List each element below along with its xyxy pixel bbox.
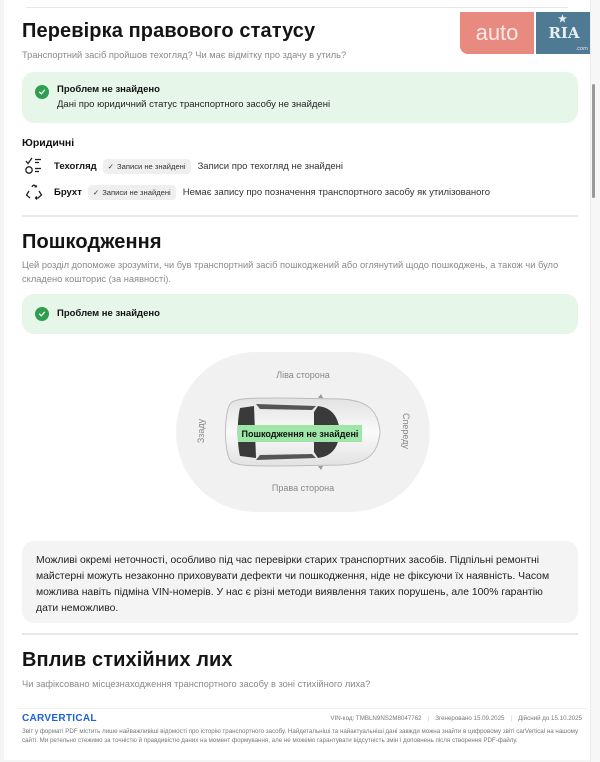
disasters-section-title: Вплив стихійних лих <box>22 649 233 671</box>
left-side-label: Ліва сторона <box>276 370 330 380</box>
carvertical-logo: CARVERTICAL <box>22 713 97 724</box>
status-chip <box>103 159 191 174</box>
row-name: Техогляд <box>54 160 97 172</box>
front-label: Спереду <box>401 413 411 449</box>
footer-disclaimer: Звіт у форматі PDF містить лише найважливіші відомості про історію транспортного засобу. Найдетальніші та найактуальніші дані завжди можна знайти в цифровому звіті carVertical на нашому сайті. Ми ретельно стежимо за точністю й правдивістю даних на момент формування, але не можемо гарантувати відсутність змін і доповнень після створення PDF-файлу. <box>22 728 579 744</box>
right-side-label: Права сторона <box>271 483 335 493</box>
separator: | <box>427 715 430 722</box>
section-divider <box>22 633 578 635</box>
checklist-icon <box>22 155 46 177</box>
status-title: Проблем не знайдено <box>57 308 160 319</box>
logo-ria-part <box>536 12 592 54</box>
legal-section-title: Перевірка правового статусу <box>22 20 316 42</box>
logo-auto-part: auto <box>460 12 534 54</box>
autoria-logo <box>460 12 592 54</box>
logo-ria-text: RIA <box>548 24 580 42</box>
chip-label: Записи не знайдені <box>102 187 171 197</box>
generated-date: Згенеровано 15.09.2025 <box>435 715 505 722</box>
status-chip <box>88 185 176 200</box>
damage-badge: Пошкодження не знайдені <box>238 425 362 442</box>
status-text: Дані про юридичний статус транспортного засобу не знайдені <box>57 99 331 110</box>
damage-status-box <box>22 294 578 334</box>
vin-code: VIN-код: TMBLN9NS2M8047762 <box>330 715 422 722</box>
accuracy-notice: Можливі окремі неточності, особливо під час перевірки старих транспортних засобів. Підпільні ремонтні майстерні можуть незаконно приховувати дефекти чи пошкодження, ніде не фіксуючи їх наявність. Часом можлива навіть підміна VIN-номерів. У нас є різні методи виявлення таких порушень, але 100% гарантію дати неможливо. <box>22 541 578 623</box>
valid-until-date: Дійсний до 15.10.2025 <box>518 715 582 722</box>
damage-section-title: Пошкодження <box>22 231 162 253</box>
star-icon: ★ <box>558 14 567 25</box>
legal-status-box <box>22 72 578 123</box>
disasters-section-subtitle: Чи зафіксовано місцезнаходження транспортного засобу в зоні стихійного лиха? <box>22 679 371 689</box>
check-circle-icon <box>35 85 49 99</box>
check-icon: ✓ <box>92 187 100 197</box>
footer-meta <box>330 715 582 722</box>
check-icon: ✓ <box>107 161 115 171</box>
logo-com-text: .com <box>575 46 588 52</box>
car-damage-diagram <box>176 352 430 512</box>
legal-section-subtitle: Транспортний засіб пройшов техогляд? Чи має відмітку про здачу в утиль? <box>22 50 347 60</box>
report-footer <box>18 708 588 760</box>
scrollbar-thumb[interactable] <box>592 84 595 198</box>
legal-row-inspection <box>22 156 343 176</box>
damage-section-subtitle: Цей розділ допоможе зрозуміти, чи був транспортний засіб пошкоджений або оглянутий щодо пошкоджень, а також чи було складено кошторис (за наявності). <box>22 260 559 284</box>
row-name: Брухт <box>54 186 82 198</box>
report-page <box>4 0 590 760</box>
section-divider <box>22 215 578 217</box>
row-description: Немає запису про позначення транспортного засобу як утилізованого <box>182 186 490 198</box>
legal-group-label: Юридичні <box>22 137 75 149</box>
separator: | <box>510 715 513 722</box>
recycle-icon <box>22 181 46 203</box>
check-circle-icon <box>35 307 49 321</box>
status-title: Проблем не знайдено <box>57 84 160 95</box>
row-description: Записи про техогляд не знайдені <box>197 160 343 172</box>
divider <box>26 7 568 8</box>
chip-label: Записи не знайдені <box>117 161 186 171</box>
rear-label: Ззаду <box>196 418 206 444</box>
legal-row-scrap <box>22 182 490 202</box>
